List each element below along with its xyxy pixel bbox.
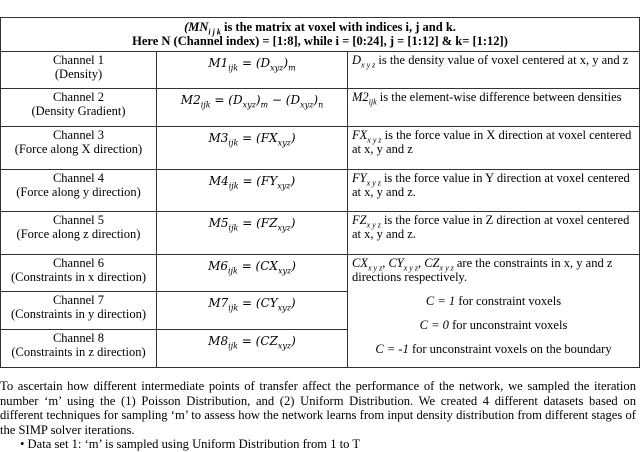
- table-row: [1, 89, 640, 127]
- formula-var-subscript: xyz: [300, 100, 314, 110]
- formula-var: CZ: [260, 334, 278, 348]
- constraint-value-line: [352, 318, 635, 332]
- constraint-value-line: [352, 342, 635, 356]
- constraint-value: C = 0: [419, 318, 449, 332]
- formula-subscript: ijk: [228, 63, 239, 73]
- formula-cell: $M3_{ijk} = (FX_{xyz})$: [157, 127, 348, 170]
- note-subscript: ijk: [368, 97, 377, 107]
- body-paragraph: To ascertain how different intermediate points of transfer affect the performance of the network, we sampled the iteration number ‘m’ using the (1) Poisson Distribution, and (2) Uniform Distribution. We created 4 different datasets based on different techniques for sampling ‘m’ to assess how the network learns from input density distribution from different stages of the SIMP solver iterations.: [0, 379, 636, 437]
- formula-lhs: M3: [208, 131, 229, 145]
- note-term: FY: [352, 171, 367, 185]
- constraint-value: C = -1: [375, 342, 409, 356]
- channel-description: (Constraints in x direction): [10, 270, 147, 284]
- formula-subscript: ijk: [228, 341, 238, 351]
- header-line2: Here N (Channel index) = [1:8], while i = [0:24], j = [1:12] & k= [1:12]): [132, 34, 508, 48]
- channel-cell: [1, 127, 157, 170]
- table-row: [1, 170, 640, 212]
- constraint-value-desc: for constraint voxels: [455, 294, 562, 308]
- constraint-term: CX: [352, 256, 368, 270]
- channel-table: [0, 17, 640, 368]
- formula-cell: $M1_{ijk} = (D_{xyz})_m$: [157, 52, 348, 89]
- formula-var-subscript: xyz: [277, 181, 291, 191]
- channel-cell: [1, 170, 157, 212]
- note-text: is the element-wise difference between densities: [376, 90, 622, 104]
- constraint-value-line: [352, 294, 635, 308]
- formula-var-subscript: xyz: [277, 223, 291, 233]
- channel-description: (Force along X direction): [14, 142, 143, 156]
- formula-subscript: ijk: [228, 303, 239, 313]
- formula-var: FZ: [260, 216, 278, 230]
- channel-cell: [1, 212, 157, 255]
- table-row: [1, 212, 640, 255]
- description-cell: [348, 89, 640, 127]
- constraints-description-cell: [348, 255, 640, 368]
- table-row: [1, 127, 640, 170]
- channel-description: (Constraints in y direction): [10, 307, 147, 321]
- formula-cell: $M8_{ijk} = (CZ_{xyz})$: [157, 330, 348, 368]
- formula-var-subscript: xyz: [242, 100, 256, 110]
- formula-var-subscript: xyz: [277, 303, 291, 313]
- note-text: is the density value of voxel centered at x, y and z: [375, 53, 629, 67]
- formula-lhs: M8: [208, 334, 229, 348]
- formula-lhs: M7: [208, 296, 229, 310]
- channel-name: Channel 8: [52, 331, 105, 345]
- description-cell: [348, 127, 640, 170]
- formula-cell: $M7_{ijk} = (CY_{xyz})$: [157, 292, 348, 330]
- formula-cell: $M6_{ijk} = (CX_{xyz})$: [157, 255, 348, 292]
- channel-name: Channel 1: [52, 53, 105, 67]
- channel-description: (Density): [54, 67, 103, 81]
- formula-iteration-subscript: m: [260, 100, 269, 110]
- channel-cell: [1, 52, 157, 89]
- channel-name: Channel 6: [52, 256, 105, 270]
- constraint-value-desc: for unconstraint voxels on the boundary: [408, 342, 612, 356]
- channel-name: Channel 7: [52, 293, 105, 307]
- constraint-subscript: x y z: [367, 263, 383, 273]
- formula-iteration-subscript: m: [288, 63, 296, 73]
- channel-description: (Density Gradient): [31, 104, 126, 118]
- formula-var: D: [260, 56, 271, 70]
- channel-cell: [1, 330, 157, 368]
- constraint-subscript: x y z: [439, 263, 454, 273]
- formula-lhs: M5: [208, 216, 229, 230]
- note-term: D: [352, 53, 362, 67]
- channel-name: Channel 5: [52, 213, 105, 227]
- table-row: [1, 52, 640, 89]
- formula-var: D: [290, 93, 301, 107]
- formula-subscript: ijk: [227, 266, 238, 276]
- formula-var-subscript: xyz: [277, 138, 291, 148]
- formula-var: FX: [260, 131, 278, 145]
- table-row: [1, 255, 640, 292]
- formula-cell: $M4_{ijk} = (FY_{xyz})$: [157, 170, 348, 212]
- constraint-subscript: x y z: [403, 263, 418, 273]
- note-term: M2: [352, 90, 369, 104]
- note-text: is the force value in Y direction at voxel centered at x, y and z.: [352, 171, 630, 199]
- channel-description: (Force along z direction): [16, 227, 141, 241]
- formula-lhs: M1: [208, 56, 229, 70]
- formula-subscript: ijk: [228, 138, 239, 148]
- channel-cell: [1, 292, 157, 330]
- formula-lhs: M4: [208, 174, 229, 188]
- header-matrix-symbol: (MN: [184, 20, 209, 34]
- note-term: FZ: [352, 213, 367, 227]
- note-subscript: x y z: [366, 178, 381, 188]
- formula-var: CY: [260, 296, 278, 310]
- formula-var: FY: [261, 174, 278, 188]
- formula-subscript: ijk: [228, 223, 239, 233]
- constraint-term: , CZ: [417, 256, 440, 270]
- note-subscript: x y z: [367, 135, 382, 145]
- formula-var: D: [232, 93, 243, 107]
- note-text: is the force value in X direction at voxel centered at x, y and z: [352, 128, 632, 156]
- channel-name: Channel 3: [52, 128, 105, 142]
- formula-var-subscript: xyz: [277, 266, 292, 276]
- formula-cell: $M5_{ijk} = (FZ_{xyz})$: [157, 212, 348, 255]
- channel-cell: [1, 255, 157, 292]
- note-subscript: x y z: [361, 60, 376, 70]
- formula-subscript: ijk: [200, 100, 211, 110]
- table-header: [1, 18, 640, 52]
- note-term: FX: [352, 128, 368, 142]
- constraint-intro: are the constraints in x, y and z directions respectively.: [352, 256, 613, 284]
- formula-subscript: ijk: [228, 181, 239, 191]
- formula-var-subscript: xyz: [270, 63, 284, 73]
- description-cell: [348, 212, 640, 255]
- constraint-value-desc: for unconstraint voxels: [448, 318, 568, 332]
- table-header-cell: [1, 18, 640, 52]
- note-text: is the force value in Z direction at voxel centered at x, y and z.: [352, 213, 630, 241]
- channel-cell: [1, 89, 157, 127]
- header-line1: is the matrix at voxel with indices i, j and k.: [220, 20, 456, 34]
- formula-lhs: M6: [208, 259, 228, 273]
- constraint-term: , CY: [382, 256, 404, 270]
- constraint-value: C = 1: [425, 294, 456, 308]
- header-subscript: i j k: [208, 27, 221, 37]
- channel-description: (Constraints in z direction): [11, 345, 146, 359]
- note-subscript: x y z: [366, 220, 381, 230]
- formula-lhs: M2: [180, 93, 201, 107]
- formula-iteration-subscript: n: [318, 100, 324, 110]
- bullet-item: • Data set 1: ‘m’ is sampled using Uniform Distribution from 1 to T: [20, 437, 361, 451]
- description-cell: [348, 52, 640, 89]
- formula-var-subscript: xyz: [277, 341, 292, 351]
- description-cell: [348, 170, 640, 212]
- formula-var: CX: [260, 259, 278, 273]
- channel-name: Channel 2: [52, 90, 105, 104]
- channel-name: Channel 4: [52, 171, 105, 185]
- channel-description: (Force along y direction): [16, 185, 141, 199]
- formula-cell: $M2_{ijk} = (D_{xyz})_m - (D_{xyz})_n$: [157, 89, 348, 127]
